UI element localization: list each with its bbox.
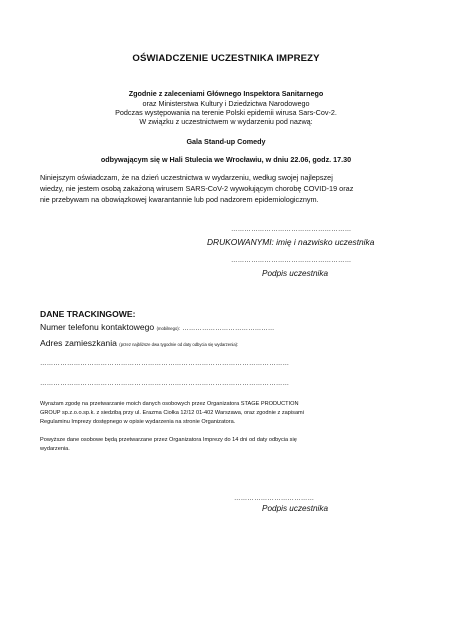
declaration-line: nie przebywam na obowiązkowej kwarantannie lub pod nadzorem epidemiologicznym. [40, 195, 319, 204]
address-note: (przez najbliższe dwa tygodnie od daty odbycia się wydarzenia): [119, 342, 239, 347]
name-dotted-line: ……………………………………………… [231, 226, 352, 233]
final-signature-label: Podpis uczestnika [262, 504, 328, 513]
signature-label: Podpis uczestnika [262, 269, 328, 278]
address-line-1: ………………………………………………………………………………………………… [40, 360, 290, 367]
retention-line: Powyższe dane osobowe będą przetwarzane przez Organizatora Imprezy do 14 dni od daty odbycia się [40, 437, 297, 443]
phone-note: (mobilnego): [156, 326, 180, 331]
document-title: OŚWIADCZENIE UCZESTNIKA IMPREZY [132, 53, 320, 64]
phone-dots: …………………………………… [182, 325, 275, 332]
declaration-line: wiedzy, nie jestem osobą zakażoną wirusem SARS-CoV-2 wywołującym chorobę COVID-19 oraz [40, 184, 354, 193]
retention-line: wydarzenia. [40, 446, 70, 453]
final-signature-dots: ……………………………… [234, 495, 315, 502]
address-field [40, 338, 238, 348]
intro-line-4: W związku z uczestnictwem w wydarzeniu pod nazwą: [139, 117, 313, 126]
event-name: Gala Stand-up Comedy [186, 137, 266, 146]
event-details: odbywającym się w Hali Stulecia we Wrocławiu, w dniu 22.06, godz. 17.30 [100, 155, 352, 164]
phone-field [40, 322, 275, 332]
retention-paragraph [40, 436, 420, 454]
consent-paragraph [40, 400, 420, 428]
printed-name-label: DRUKOWANYMI: imię i nazwisko uczestnika [207, 237, 375, 247]
intro-line-1: Zgodnie z zaleceniami Głównego Inspektora Sanitarnego [128, 89, 324, 98]
consent-line: Regulaminu Imprezy dostępnego w opisie wydarzenia na stronie Organizatora. [40, 419, 236, 426]
signature-dotted-line: ……………………………………………… [231, 257, 352, 264]
declaration-paragraph [40, 172, 415, 205]
tracking-heading: DANE TRACKINGOWE: [40, 309, 136, 319]
address-line-2: ………………………………………………………………………………………………… [40, 380, 290, 387]
declaration-line: Niniejszym oświadczam, że na dzień uczestnictwa w wydarzeniu, według swojej najlepszej [40, 173, 333, 182]
intro-line-3: Podczas występowania na terenie Polski epidemii wirusa Sars-Cov-2. [115, 108, 337, 117]
intro-line-2: oraz Ministerstwa Kultury i Dziedzictwa Narodowego [142, 99, 310, 108]
address-label: Adres zamieszkania [40, 338, 117, 348]
consent-line: Wyrażam zgodę na przetwarzanie moich danych osobowych przez Organizatora STAGE PRODUCTION [40, 401, 299, 407]
consent-line: GROUP sp.z.o.o.sp.k. z siedzibą przy ul. Erazma Ciołka 12/12 01-402 Warszawa, oraz zgodnie z zapisami [40, 410, 304, 417]
phone-label: Numer telefonu kontaktowego [40, 322, 155, 332]
